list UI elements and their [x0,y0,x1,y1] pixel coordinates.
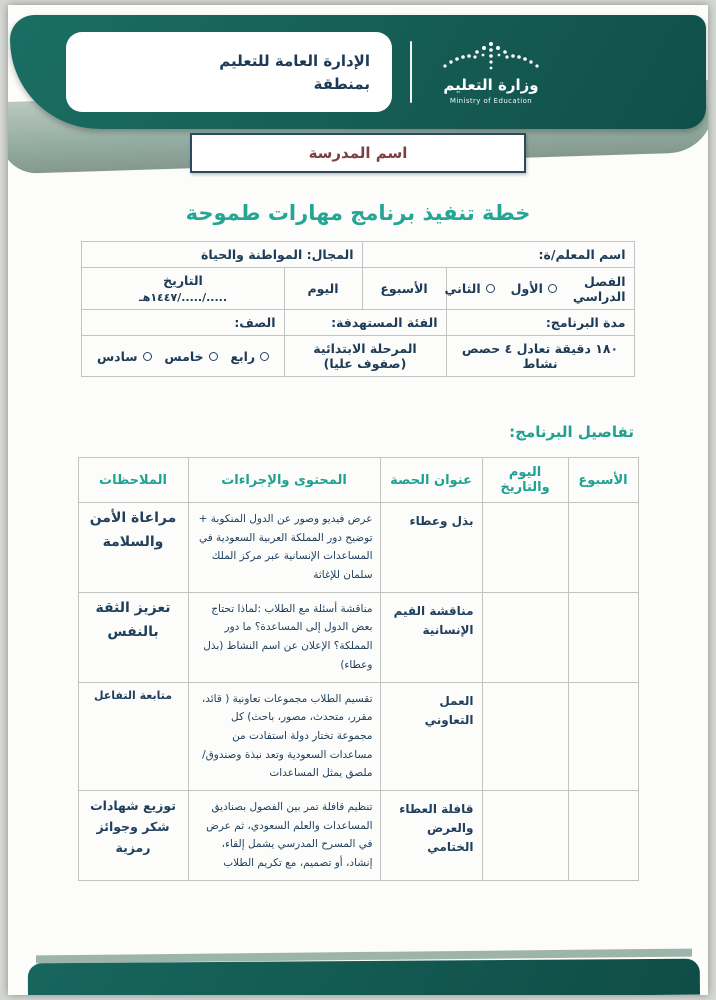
week-cell [568,592,638,682]
day-label: اليوم [307,281,339,296]
duration-value: ١٨٠ دقيقة تعادل ٤ حصص نشاط [461,341,619,371]
grade-option-fourth-label: رابع [230,348,256,364]
ministry-subtitle: Ministry of Education [449,96,533,105]
header-divider [410,41,412,103]
header [8,5,708,181]
school-name-box [190,133,526,173]
palm-emblem-icon [439,40,543,74]
day-cell [284,268,362,310]
table-row [78,790,638,880]
duration-label-cell [446,310,634,336]
week-cell [568,503,638,593]
session-title-cell: مناقشة القيم الإنسانية [380,592,482,682]
details-header-week: الأسبوع [568,458,638,503]
date-label: التاريخ [163,273,203,288]
day-date-cell [482,503,568,593]
semester-option-first [511,281,557,296]
day-date-cell [482,682,568,790]
org-name-line2: بمنطقة [313,74,370,93]
details-header-day-date: اليوم والتاريخ [482,458,568,503]
grade-options-cell [82,336,284,377]
semester-option-first-label: الأول [510,281,543,296]
ministry-name: وزارة التعليم [443,75,539,94]
semester-cell [446,268,634,310]
date-value: ...../...../١٤٤٧هـ [138,291,228,304]
domain-cell [82,242,362,268]
radio-circle-icon [486,284,495,293]
notes-cell: متابعة التفاعل [78,682,188,790]
duration-value-cell [446,336,634,377]
date-cell [82,268,284,310]
session-title-cell: قافلة العطاء والعرض الختامي [380,790,482,880]
content-cell: عرض فيديو وصور عن الدول المنكوبة + توضيح دور المملكة العربية السعودية في المساعدات الإنسانية عبر مركز الملك سلمان للإغاثة [188,503,380,593]
page-title: خطة تنفيذ برنامج مهارات طموحة [185,201,531,225]
info-row-2 [82,268,634,310]
ministry-logo [426,40,556,105]
details-section-title: تفاصيل البرنامج: [509,423,634,441]
semester-option-second [445,281,495,296]
info-row-1 [82,242,634,268]
content-cell: مناقشة أسئلة مع الطلاب :لماذا تحتاج بعض الدول إلى المساعدة؟ ما دور المملكة؟ الإعلان عن اسم النشاط (بذل وعطاء) [188,592,380,682]
domain-label: المجال: المواطنة والحياة [201,247,354,262]
grade-option-fourth [230,349,269,364]
target-value: المرحلة الابتدائية (صفوف عليا) [313,341,417,371]
details-header-row [78,458,638,503]
week-cell [568,790,638,880]
teacher-name-cell [362,242,634,268]
day-date-cell [482,592,568,682]
org-name-line1: الإدارة العامة للتعليم [219,51,370,70]
info-row-4 [82,336,634,377]
details-header-notes: الملاحظات [78,458,188,503]
week-cell [362,268,446,310]
grade-option-fifth [164,349,217,364]
grade-option-fifth-label: خامس [164,348,204,364]
semester-option-second-label: الثاني [444,281,481,296]
session-title-cell: العمل التعاوني [380,682,482,790]
grade-option-sixth [97,349,152,364]
grade-label-cell [82,310,284,336]
session-title-cell: بذل وعطاء [380,503,482,593]
org-name-box [66,32,392,112]
info-form-table [81,241,634,377]
teacher-name-label: اسم المعلم/ة: [538,247,626,262]
table-row [78,592,638,682]
school-name-label: اسم المدرسة [308,144,408,162]
header-band [10,15,706,129]
notes-cell: مراعاة الأمن والسلامة [78,503,188,593]
grade-label: الصف: [234,315,276,330]
semester-label: الفصل الدراسي [572,273,626,304]
content-cell: تنظيم قافلة تمر بين الفصول بصناديق المساعدات والعلم السعودي، ثم عرض في المسرح المدرسي يشمل إلقاء، إنشاد، أو تصميم، مع تكريم الطلاب [188,790,380,880]
day-date-cell [482,790,568,880]
notes-cell: تعزيز الثقة بالنفس [78,592,188,682]
target-value-cell [284,336,446,377]
info-row-3 [82,310,634,336]
radio-circle-icon [209,352,218,361]
radio-circle-icon [260,352,269,361]
table-row [78,682,638,790]
week-cell [568,682,638,790]
notes-cell: توزيع شهادات شكر وجوائز رمزية [78,790,188,880]
footer-band [28,959,700,995]
details-header-content: المحتوى والإجراءات [188,458,380,503]
week-label: الأسبوع [380,281,428,296]
duration-label: مدة البرنامج: [545,315,626,330]
radio-circle-icon [548,284,557,293]
details-header-session-title: عنوان الحصة [380,458,482,503]
radio-circle-icon [143,352,152,361]
program-details-table [78,457,639,881]
table-row [78,503,638,593]
content-cell: تقسيم الطلاب مجموعات تعاونية ( قائد، مقرر، متحدث، مصور، باحث) كل مجموعة تختار دولة استفادت من مساعدات السعودية وتعد نبذة وصندوق/ملصق يمثل المساعدات [188,682,380,790]
target-label-cell [284,310,446,336]
target-label: الفئة المستهدفة: [331,315,438,330]
document-page [8,5,708,995]
grade-option-sixth-label: سادس [96,348,138,364]
